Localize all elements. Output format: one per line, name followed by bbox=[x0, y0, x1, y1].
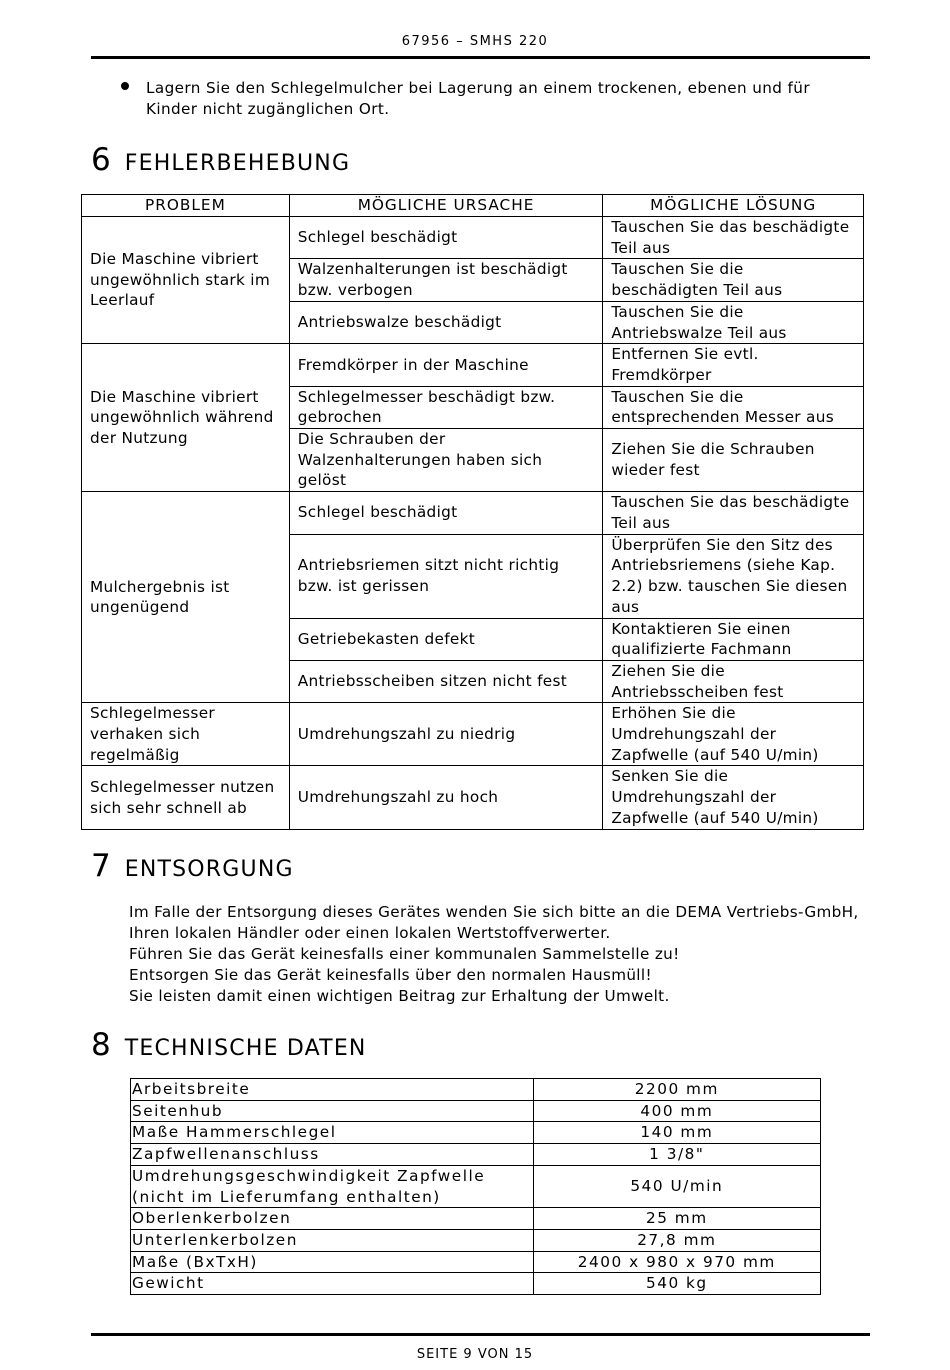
column-header: PROBLEM bbox=[82, 195, 290, 217]
problem-cell: Schlegelmesser nutzen sich sehr schnell ab bbox=[82, 766, 290, 829]
disposal-line: Führen Sie das Gerät keinesfalls einer kommunalen Sammelstelle zu! bbox=[129, 945, 680, 963]
cause-cell: Die Schrauben der Walzenhalterungen haben sich gelöst bbox=[289, 429, 603, 492]
cause-cell: Schlegel beschädigt bbox=[289, 217, 603, 259]
solution-cell: Ziehen Sie die Schrauben wieder fest bbox=[603, 429, 864, 492]
troubleshooting-table bbox=[81, 194, 864, 830]
solution-cell: Erhöhen Sie die Umdrehungszahl der Zapfwelle (auf 540 U/min) bbox=[603, 703, 864, 766]
spec-value: 27,8 mm bbox=[533, 1229, 820, 1251]
cause-cell: Fremdkörper in der Maschine bbox=[289, 344, 603, 386]
solution-cell: Überprüfen Sie den Sitz des Antriebsriemens (siehe Kap. 2.2) bzw. tauschen Sie diesen aus bbox=[603, 534, 864, 618]
section-number: 6 bbox=[91, 142, 111, 178]
spec-value: 25 mm bbox=[533, 1208, 820, 1230]
spec-label: Maße Hammerschlegel bbox=[131, 1122, 534, 1144]
footer-rule bbox=[91, 1333, 870, 1336]
spec-value: 540 kg bbox=[533, 1273, 820, 1295]
table-row bbox=[131, 1100, 821, 1122]
spec-value: 540 U/min bbox=[533, 1165, 820, 1207]
header-rule bbox=[91, 56, 870, 59]
table-row bbox=[131, 1229, 821, 1251]
spec-value: 1 3/8" bbox=[533, 1144, 820, 1166]
section-title: TECHNISCHE DATEN bbox=[124, 1036, 367, 1061]
cause-cell: Umdrehungszahl zu niedrig bbox=[289, 703, 603, 766]
table-row bbox=[131, 1079, 821, 1101]
cause-cell: Antriebsriemen sitzt nicht richtig bzw. ist gerissen bbox=[289, 534, 603, 618]
disposal-line: Im Falle der Entsorgung dieses Gerätes wenden Sie sich bitte an die DEMA Vertriebs-GmbH, Ihren lokalen Händler oder einen lokalen Wertstoffverwerter. bbox=[129, 903, 859, 942]
technical-data-table bbox=[130, 1078, 821, 1295]
spec-label: Gewicht bbox=[131, 1273, 534, 1295]
table-row bbox=[131, 1122, 821, 1144]
solution-cell: Tauschen Sie das beschädigte Teil aus bbox=[603, 217, 864, 259]
problem-cell: Die Maschine vibriert ungewöhnlich während der Nutzung bbox=[82, 344, 290, 492]
cause-cell: Antriebsscheiben sitzen nicht fest bbox=[289, 660, 603, 702]
spec-label: Maße (BxTxH) bbox=[131, 1251, 534, 1273]
column-header: MÖGLICHE LÖSUNG bbox=[603, 195, 864, 217]
disposal-line: Sie leisten damit einen wichtigen Beitrag zur Erhaltung der Umwelt. bbox=[129, 987, 670, 1005]
table-row bbox=[82, 217, 864, 259]
table-row bbox=[131, 1144, 821, 1166]
table-header-row bbox=[82, 195, 864, 217]
cause-cell: Schlegelmesser beschädigt bzw. gebrochen bbox=[289, 386, 603, 428]
table-row bbox=[131, 1273, 821, 1295]
table-row bbox=[131, 1165, 821, 1207]
solution-cell: Tauschen Sie die beschädigten Teil aus bbox=[603, 259, 864, 301]
table-row bbox=[131, 1251, 821, 1273]
section-title: FEHLERBEHEBUNG bbox=[124, 151, 351, 176]
page-header: 67956 – SMHS 220 bbox=[401, 34, 549, 49]
disposal-text bbox=[129, 902, 869, 1007]
spec-value: 2400 x 980 x 970 mm bbox=[533, 1251, 820, 1273]
table-row bbox=[82, 703, 864, 766]
solution-cell: Kontaktieren Sie einen qualifizierte Fachmann bbox=[603, 618, 864, 660]
page-footer: SEITE 9 VON 15 bbox=[416, 1347, 534, 1362]
section-number: 7 bbox=[91, 848, 111, 884]
solution-cell: Tauschen Sie das beschädigte Teil aus bbox=[603, 492, 864, 534]
spec-label: Seitenhub bbox=[131, 1100, 534, 1122]
section-number: 8 bbox=[91, 1027, 111, 1063]
table-row bbox=[82, 766, 864, 829]
problem-cell: Schlegelmesser verhaken sich regelmäßig bbox=[82, 703, 290, 766]
spec-label: Unterlenkerbolzen bbox=[131, 1229, 534, 1251]
bullet-icon bbox=[121, 82, 129, 90]
disposal-line: Entsorgen Sie das Gerät keinesfalls über den normalen Hausmüll! bbox=[129, 966, 652, 984]
cause-cell: Getriebekasten defekt bbox=[289, 618, 603, 660]
solution-cell: Entfernen Sie evtl. Fremdkörper bbox=[603, 344, 864, 386]
spec-value: 140 mm bbox=[533, 1122, 820, 1144]
section-7-heading bbox=[91, 848, 294, 884]
table-row bbox=[82, 344, 864, 386]
table-row bbox=[82, 492, 864, 534]
problem-cell: Mulchergebnis ist ungenügend bbox=[82, 492, 290, 703]
spec-value: 400 mm bbox=[533, 1100, 820, 1122]
cause-cell: Schlegel beschädigt bbox=[289, 492, 603, 534]
spec-label: Umdrehungsgeschwindigkeit Zapfwelle (nicht im Lieferumfang enthalten) bbox=[131, 1165, 534, 1207]
cause-cell: Walzenhalterungen ist beschädigt bzw. verbogen bbox=[289, 259, 603, 301]
spec-label: Zapfwellenanschluss bbox=[131, 1144, 534, 1166]
solution-cell: Ziehen Sie die Antriebsscheiben fest bbox=[603, 660, 864, 702]
solution-cell: Tauschen Sie die Antriebswalze Teil aus bbox=[603, 301, 864, 343]
storage-note: Lagern Sie den Schlegelmulcher bei Lagerung an einem trockenen, ebenen und für Kinder nicht zugänglichen Ort. bbox=[146, 79, 810, 118]
spec-value: 2200 mm bbox=[533, 1079, 820, 1101]
section-title: ENTSORGUNG bbox=[124, 857, 294, 882]
cause-cell: Umdrehungszahl zu hoch bbox=[289, 766, 603, 829]
table-row bbox=[131, 1208, 821, 1230]
problem-cell: Die Maschine vibriert ungewöhnlich stark im Leerlauf bbox=[82, 217, 290, 344]
solution-cell: Tauschen Sie die entsprechenden Messer aus bbox=[603, 386, 864, 428]
spec-label: Arbeitsbreite bbox=[131, 1079, 534, 1101]
section-6-heading bbox=[91, 142, 350, 178]
column-header: MÖGLICHE URSACHE bbox=[289, 195, 603, 217]
cause-cell: Antriebswalze beschädigt bbox=[289, 301, 603, 343]
solution-cell: Senken Sie die Umdrehungszahl der Zapfwelle (auf 540 U/min) bbox=[603, 766, 864, 829]
spec-label: Oberlenkerbolzen bbox=[131, 1208, 534, 1230]
section-8-heading bbox=[91, 1027, 367, 1063]
